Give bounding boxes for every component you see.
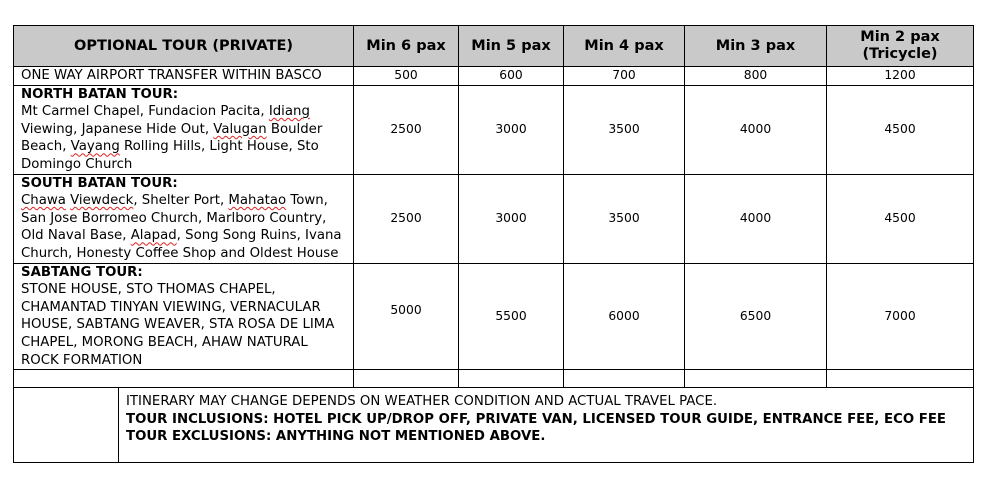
header-min-6-pax: Min 6 pax — [354, 26, 459, 67]
empty-cell — [354, 370, 459, 388]
price-cell: 600 — [459, 67, 564, 86]
sabtang-description: STONE HOUSE, STO THOMAS CHAPEL, CHAMANTAD TINYAN VIEWING, VERNACULAR HOUSE, SABTANG WEAVER, STA ROSA DE LIMA CHAPEL, MORONG BEACH, AHAW NATURAL ROCK FORMATION — [21, 282, 335, 368]
empty-cell — [564, 370, 685, 388]
header-min-3-pax: Min 3 pax — [685, 26, 827, 67]
price-cell: 800 — [685, 67, 827, 86]
north-batan-title: NORTH BATAN TOUR: — [21, 86, 179, 102]
price-cell: 3500 — [564, 85, 685, 174]
north-batan-description: Mt Carmel Chapel, Fundacion Pacita, Idiang Viewing, Japanese Hide Out, Valugan Boulder Beach, Vayang Rolling Hills, Light House, Sto Domingo Church — [21, 104, 323, 172]
south-batan-title: SOUTH BATAN TOUR: — [21, 175, 178, 191]
price-cell: 7000 — [827, 263, 974, 370]
price-cell: 3000 — [459, 85, 564, 174]
price-cell: 4000 — [685, 85, 827, 174]
header-min-4-pax: Min 4 pax — [564, 26, 685, 67]
price-cell: 2500 — [354, 85, 459, 174]
price-cell: 5000 — [354, 263, 459, 370]
price-cell: 2500 — [354, 174, 459, 263]
south-batan-cell — [14, 174, 354, 263]
table-row-airport-transfer — [14, 67, 974, 86]
sabtang-cell — [14, 263, 354, 370]
notes-cell — [119, 388, 974, 462]
tour-inclusions: TOUR INCLUSIONS: HOTEL PICK UP/DROP OFF, PRIVATE VAN, LICENSED TOUR GUIDE, ENTRANCE FEE, ECO FEE — [126, 411, 947, 427]
header-tricycle: (Tricycle) — [862, 46, 938, 62]
price-cell: 1200 — [827, 67, 974, 86]
price-cell: 4000 — [685, 174, 827, 263]
table-row-south-batan — [14, 174, 974, 263]
price-cell: 4500 — [827, 85, 974, 174]
tour-exclusions: TOUR EXCLUSIONS: ANYTHING NOT MENTIONED ABOVE. — [126, 428, 546, 444]
notes-blank-cell — [14, 388, 119, 462]
tour-price-document — [13, 25, 973, 463]
itinerary-note: ITINERARY MAY CHANGE DEPENDS ON WEATHER CONDITION AND ACTUAL TRAVEL PACE. — [126, 394, 718, 410]
price-cell: 3500 — [564, 174, 685, 263]
table-row-north-batan — [14, 85, 974, 174]
empty-cell — [685, 370, 827, 388]
price-cell: 6500 — [685, 263, 827, 370]
airport-transfer-label: ONE WAY AIRPORT TRANSFER WITHIN BASCO — [14, 67, 354, 86]
header-min-5-pax: Min 5 pax — [459, 26, 564, 67]
empty-cell — [459, 370, 564, 388]
empty-cell — [14, 370, 354, 388]
price-cell: 5500 — [459, 263, 564, 370]
header-min-2-pax-tricycle — [827, 26, 974, 67]
table-row-empty — [14, 370, 974, 388]
header-row — [14, 26, 974, 67]
header-tour-name: OPTIONAL TOUR (PRIVATE) — [14, 26, 354, 67]
table-row-sabtang — [14, 263, 974, 370]
price-cell: 6000 — [564, 263, 685, 370]
empty-cell — [827, 370, 974, 388]
notes-table — [13, 388, 974, 463]
price-cell: 3000 — [459, 174, 564, 263]
price-cell: 700 — [564, 67, 685, 86]
notes-row — [14, 388, 974, 462]
north-batan-cell — [14, 85, 354, 174]
header-min-2-pax: Min 2 pax — [860, 29, 940, 45]
price-cell: 500 — [354, 67, 459, 86]
sabtang-title: SABTANG TOUR: — [21, 264, 143, 280]
south-batan-description: Chawa Viewdeck, Shelter Port, Mahatao Town, San Jose Borromeo Church, Marlboro Country, Old Naval Base, Alapad, Song Song Ruins, Ivana Church, Honesty Coffee Shop and Oldest House — [21, 193, 342, 261]
price-cell: 4500 — [827, 174, 974, 263]
tour-price-table — [13, 25, 974, 388]
